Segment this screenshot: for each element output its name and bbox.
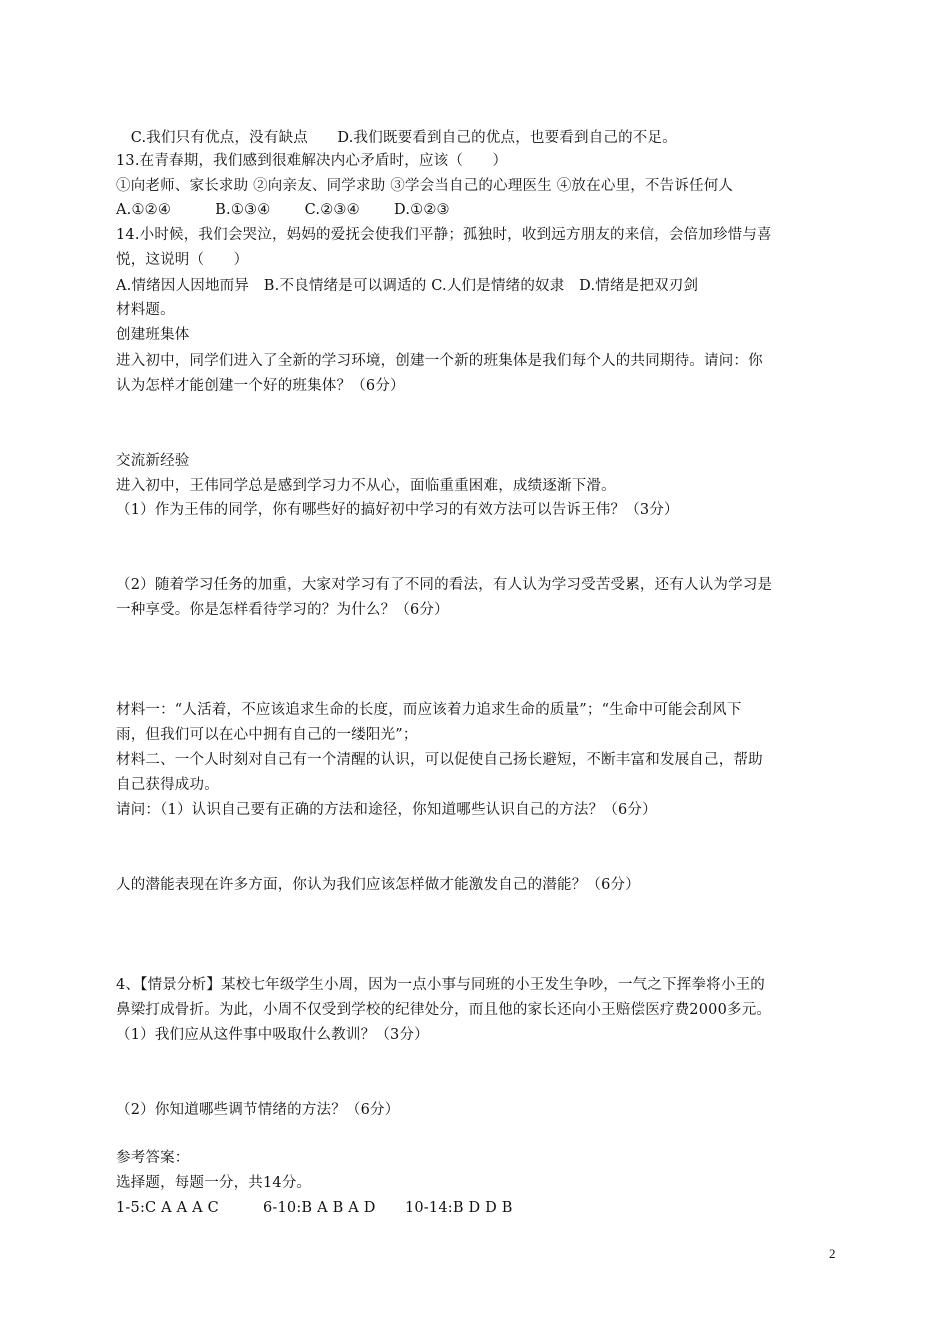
option-line-12-cd: C.我们只有优点，没有缺点 D.我们既要看到自己的优点，也要看到自己的不足。 [116,130,677,146]
answer-key-heading: 参考答案： [116,1150,190,1166]
question-self-knowledge: 请问：（1）认识自己要有正确的方法和途径，你知道哪些认识自己的方法？（6分） [116,802,657,818]
question-experience-2-cont: 一种享受。你是怎样看待学习的？为什么？（6分） [116,602,449,618]
paragraph-class-1: 进入初中，同学们进入了全新的学习环境，创建一个新的班集体是我们每个人的共同期待。请问：你 [116,353,763,369]
paragraph-class-2: 认为怎样才能创建一个好的班集体？（6分） [116,378,405,394]
question-13: 13.在青春期，我们感到很难解决内心矛盾时，应该（ ） [116,153,508,169]
answer-key-note: 选择题，每题一分，共14分。 [116,1175,312,1191]
subheading-experience: 交流新经验 [116,453,190,469]
material-one: 材料一：“人活着，不应该追求生命的长度，而应该着力追求生命的质量”；“生命中可能会刮风下 [116,702,742,718]
question-potential: 人的潜能表现在许多方面，你认为我们应该怎样做才能激发自己的潜能？（6分） [116,877,640,893]
question-experience-2: （2）随着学习任务的加重，大家对学习有了不同的看法，有人认为学习受苦受累，还有人认为学习是 [116,577,773,593]
material-one-cont: 雨，但我们可以在心中拥有自己的一缕阳光”； [116,727,418,743]
scenario-question-1: （1）我们应从这件事中吸取什么教训？（3分） [116,1027,429,1043]
subheading-class-building: 创建班集体 [116,327,190,343]
answer-key-values: 1-5:C A A A C 6-10:B A B A D 10-14:B D D B [116,1200,513,1216]
scenario-analysis: 4、【情景分析】某校七年级学生小周，因为一点小事与同班的小王发生争吵，一气之下挥拳将小王的 [116,977,765,993]
section-heading-materials: 材料题。 [116,302,175,318]
page-number: 2 [829,1246,836,1261]
scenario-analysis-cont: 鼻梁打成骨折。为此，小周不仅受到学校的纪律处分，而且他的家长还向小王赔偿医疗费2000多元。 [116,1002,772,1018]
material-two: 材料二、一个人时刻对自己有一个清醒的认识，可以促使自己扬长避短，不断丰富和发展自己，帮助 [116,752,763,768]
material-two-cont: 自己获得成功。 [116,777,219,793]
question-14-cont: 悦，这说明（ ） [116,252,249,268]
paragraph-experience: 进入初中，王伟同学总是感到学习力不从心，面临重重困难，成绩逐渐下滑。 [116,478,616,494]
question-13-choices: ①向老师、家长求助 ②向亲友、同学求助 ③学会当自己的心理医生 ④放在心里，不告诉任何人 [116,178,734,194]
question-14-options: A.情绪因人因地而异 B.不良情绪是可以调适的 C.人们是情绪的奴隶 D.情绪是把双刃剑 [116,278,699,294]
question-experience-1: （1）作为王伟的同学，你有哪些好的搞好初中学习的有效方法可以告诉王伟？（3分） [116,502,679,518]
question-13-options: A.①②④ B.①③④ C.②③④ D.①②③ [116,202,450,218]
scenario-question-2: （2）你知道哪些调节情绪的方法？（6分） [116,1102,400,1118]
question-14: 14.小时候，我们会哭泣，妈妈的爱抚会使我们平静；孤独时，收到远方朋友的来信，会倍加珍惜与喜 [116,227,772,243]
